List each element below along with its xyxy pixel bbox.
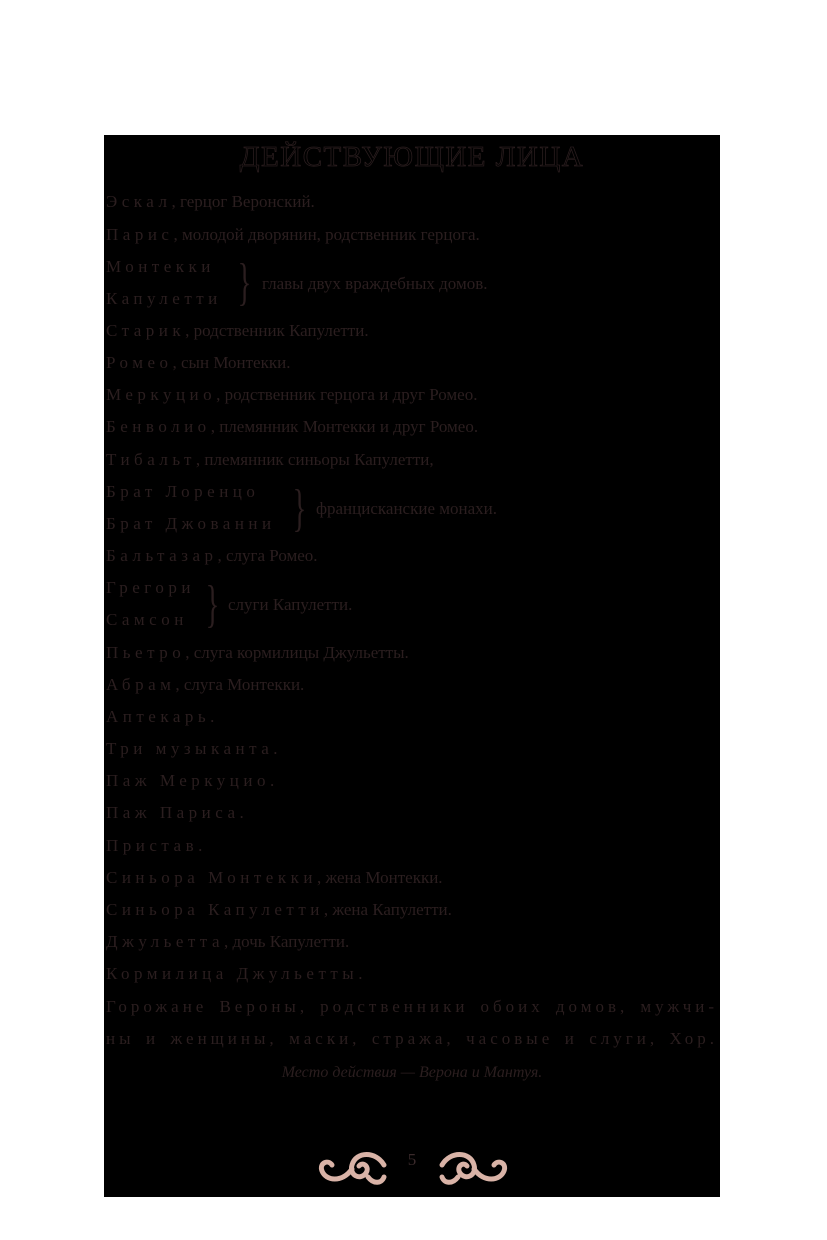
cast-desc: , племянник синьоры Капулетти, bbox=[195, 450, 434, 469]
cast-name: Тибальт bbox=[106, 450, 196, 469]
cast-line-sampson bbox=[106, 605, 188, 635]
book-page bbox=[104, 135, 720, 1197]
cast-name: Брат Джованни bbox=[106, 514, 276, 533]
page-number: 5 bbox=[407, 1150, 417, 1169]
group-brace: } bbox=[237, 254, 252, 311]
cast-name: Абрам bbox=[106, 675, 176, 694]
cast-name: Меркуцио bbox=[106, 385, 217, 404]
cast-desc: , слуга кормилицы Джульетты. bbox=[185, 643, 409, 662]
cast-name: Пьетро bbox=[106, 643, 186, 662]
cast-name: Эскал bbox=[106, 192, 172, 211]
cast-line-nurse bbox=[106, 959, 367, 989]
cast-desc: , слуга Ромео. bbox=[217, 546, 318, 565]
cast-name: Паж Париса. bbox=[106, 803, 249, 822]
cast-line-abram bbox=[106, 670, 304, 700]
cast-line-old-man bbox=[106, 316, 369, 346]
cast-name: Бальтазар bbox=[106, 546, 218, 565]
cast-line-tybalt bbox=[106, 445, 434, 475]
cast-name: Ромео bbox=[106, 353, 173, 372]
cast-line-benvolio bbox=[106, 412, 478, 442]
cast-desc: , слуга Монтекки. bbox=[175, 675, 305, 694]
scroll-flourish-icon bbox=[316, 1143, 388, 1191]
cast-desc: , дочь Капулетти. bbox=[224, 932, 350, 951]
cast-line-lady-capulet bbox=[106, 895, 452, 925]
setting-note: Место действия — Верона и Мантуя. bbox=[281, 1064, 543, 1081]
cast-name: Три музыканта. bbox=[106, 739, 283, 758]
scroll-flourish-icon bbox=[438, 1143, 510, 1191]
cast-line-page-mercutio bbox=[106, 766, 279, 796]
cast-desc: , племянник Монтекки и друг Ромео. bbox=[210, 417, 479, 436]
cast-name: Кормилица Джульетты. bbox=[106, 964, 367, 983]
cast-name: Джульетта bbox=[106, 932, 224, 951]
cast-desc: , родственник герцога и друг Ромео. bbox=[216, 385, 478, 404]
cast-name: Синьора Капулетти bbox=[106, 900, 324, 919]
group-desc-heads: главы двух враждебных домов. bbox=[262, 274, 488, 293]
cast-line-capulet bbox=[106, 284, 222, 314]
cast-line-officer bbox=[106, 831, 207, 861]
cast-desc: , сын Монтекки. bbox=[172, 353, 291, 372]
cast-name: Аптекарь. bbox=[106, 707, 219, 726]
cast-desc: , молодой дворянин, родственник герцога. bbox=[173, 225, 480, 244]
cast-line-romeo bbox=[106, 348, 290, 378]
cast-line-friar-john bbox=[106, 509, 276, 539]
cast-desc: , жена Монтекки. bbox=[316, 868, 443, 887]
cast-line-gregory bbox=[106, 573, 195, 603]
cast-line-balthasar bbox=[106, 541, 318, 571]
closing-line-2: ны и женщины, маски, стража, часовые и слуги, Хор. bbox=[106, 1029, 718, 1048]
cast-name: Синьора Монтекки bbox=[106, 868, 317, 887]
cast-name: Паж Меркуцио. bbox=[106, 771, 279, 790]
group-brace: } bbox=[205, 576, 220, 633]
group-desc-friars: францисканские монахи. bbox=[316, 499, 497, 518]
cast-name: Капулетти bbox=[106, 289, 222, 308]
cast-name: Пристав. bbox=[106, 836, 207, 855]
cast-desc: , родственник Капулетти. bbox=[185, 321, 369, 340]
closing-line-1: Горожане Вероны, родственники обоих домов, мужчи- bbox=[106, 997, 718, 1016]
cast-line-musicians bbox=[106, 734, 282, 764]
cast-name: Брат Лоренцо bbox=[106, 482, 260, 501]
cast-line-peter bbox=[106, 638, 409, 668]
group-brace: } bbox=[292, 480, 307, 537]
cast-line-paris bbox=[106, 220, 480, 250]
cast-name: Самсон bbox=[106, 610, 188, 629]
cast-line-escalus bbox=[106, 187, 315, 217]
cast-line-page-paris bbox=[106, 798, 248, 828]
cast-line-apothecary bbox=[106, 702, 219, 732]
cast-line-montague bbox=[106, 252, 215, 282]
cast-name: Старик bbox=[106, 321, 186, 340]
cast-line-mercutio bbox=[106, 380, 477, 410]
page-title: ДЕЙСТВУЮЩИЕ ЛИЦА bbox=[239, 141, 585, 173]
cast-desc: , жена Капулетти. bbox=[323, 900, 452, 919]
cast-line-friar-lawrence bbox=[106, 477, 259, 507]
cast-desc: , герцог Веронский. bbox=[171, 192, 315, 211]
group-desc-servants: слуги Капулетти. bbox=[228, 595, 353, 614]
cast-line-lady-montague bbox=[106, 863, 443, 893]
cast-name: Парис bbox=[106, 225, 174, 244]
cast-name: Грегори bbox=[106, 578, 195, 597]
cast-name: Бенволио bbox=[106, 417, 211, 436]
cast-name: Монтекки bbox=[106, 257, 215, 276]
cast-line-juliet bbox=[106, 927, 349, 957]
